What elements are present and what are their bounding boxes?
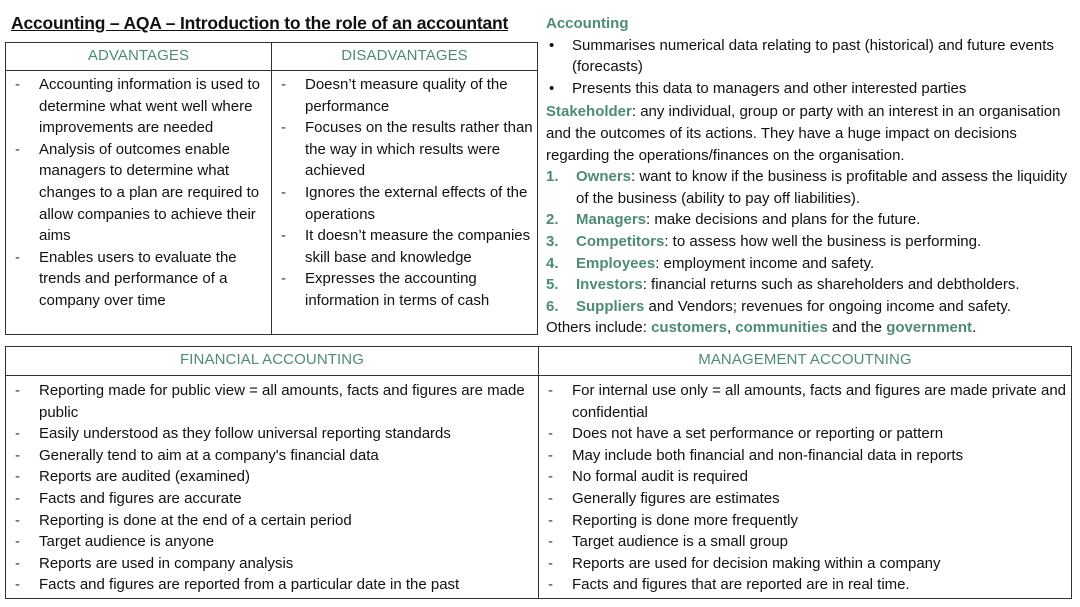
disadvantages-cell — [272, 71, 538, 335]
list-item: - Ignores the external effects of the operations — [272, 182, 533, 225]
stakeholder-desc: and Vendors; revenues for ongoing income and safety. — [644, 297, 1011, 315]
stakeholder-desc: : want to know if the business is profitable and assess the liquidity of the business (ability to pay off liabilities). — [576, 168, 1068, 207]
accounting-stakeholder-panel — [546, 13, 1076, 339]
list-number: 3. — [546, 232, 559, 250]
list-item: - Focuses on the results rather than the way in which results were achieved — [272, 117, 533, 182]
list-item: - Reporting is done at the end of a certain period — [6, 510, 534, 532]
stakeholder-name: Investors — [576, 276, 643, 294]
list-number: 5. — [546, 276, 559, 294]
other-stakeholders — [546, 317, 1076, 339]
advantages-disadvantages-table — [5, 42, 538, 335]
page-title: Accounting – AQA – Introduction to the role of an accountant — [11, 13, 509, 33]
others-government: government — [886, 319, 973, 337]
list-item: - Analysis of outcomes enable managers to determine what changes to a plan are required to allow companies to achieve their aims — [6, 139, 267, 247]
management-list — [539, 380, 1067, 596]
financial-management-table — [5, 346, 1072, 599]
stakeholder-desc: : to assess how well the business is performing. — [664, 232, 982, 250]
stakeholder-name: Competitors — [576, 232, 665, 250]
list-item: - Target audience is anyone — [6, 531, 534, 553]
list-item: - Facts and figures that are reported are in real time. — [539, 574, 1067, 596]
list-item: - Doesn’t measure quality of the performance — [272, 74, 533, 117]
financial-accounting-header: FINANCIAL ACCOUNTING — [6, 347, 539, 376]
list-item — [546, 166, 1076, 209]
stakeholder-desc: : make decisions and plans for the future. — [646, 211, 921, 229]
stakeholder-definition — [546, 101, 1076, 166]
stakeholder-name: Owners — [576, 168, 632, 186]
list-item: - Reporting is done more frequently — [539, 510, 1067, 532]
list-number: 2. — [546, 211, 559, 229]
list-item: - Facts and figures are reported from a particular date in the past — [6, 574, 534, 596]
stakeholder-term: Stakeholder — [546, 103, 632, 121]
financial-list — [6, 380, 534, 596]
list-item: - No formal audit is required — [539, 466, 1067, 488]
list-item: - Target audience is a small group — [539, 531, 1067, 553]
stakeholder-desc: : financial returns such as shareholders and debtholders. — [642, 276, 1020, 294]
stakeholder-list — [546, 166, 1076, 317]
list-item — [546, 253, 1076, 275]
stakeholder-definition-text: : any individual, group or party with an interest in an organisation and the outcomes of its actions. They have a huge impact on decisions regarding the operations/finances on the organisation. — [546, 103, 1061, 164]
stakeholder-name: Employees — [576, 254, 656, 272]
others-customers: customers — [651, 319, 727, 337]
list-item: • Summarises numerical data relating to past (historical) and future events (forecasts) — [546, 35, 1076, 78]
list-number: 1. — [546, 168, 559, 186]
list-item: - Accounting information is used to determine what went well where improvements are needed — [6, 74, 267, 139]
advantages-list — [6, 74, 267, 312]
accounting-bullets — [546, 35, 1076, 100]
stakeholder-desc: : employment income and safety. — [655, 254, 875, 272]
disadvantages-header: DISADVANTAGES — [272, 43, 538, 71]
others-sep: , — [726, 319, 736, 337]
list-item: - Does not have a set performance or reporting or pattern — [539, 423, 1067, 445]
others-sep: and the — [827, 319, 887, 337]
stakeholder-name: Managers — [576, 211, 647, 229]
list-item: - Reports are used for decision making within a company — [539, 553, 1067, 575]
list-item — [546, 231, 1076, 253]
list-item: - Reports are audited (examined) — [6, 466, 534, 488]
list-item — [546, 296, 1076, 318]
list-item: - Reports are used in company analysis — [6, 553, 534, 575]
accounting-heading: Accounting — [546, 15, 629, 32]
others-prefix: Others include: — [546, 319, 652, 337]
list-item: - Reporting made for public view = all amounts, facts and figures are made public — [6, 380, 534, 423]
list-item: - Generally tend to aim at a company's financial data — [6, 445, 534, 467]
advantages-header: ADVANTAGES — [6, 43, 272, 71]
list-number: 4. — [546, 254, 559, 272]
advantages-cell — [6, 71, 272, 335]
financial-cell — [6, 376, 539, 599]
list-item: - May include both financial and non-financial data in reports — [539, 445, 1067, 467]
disadvantages-list — [272, 74, 533, 312]
list-item: • Presents this data to managers and other interested parties — [546, 78, 1076, 100]
others-end: . — [972, 319, 977, 337]
list-item — [546, 209, 1076, 231]
stakeholder-name: Suppliers — [576, 297, 645, 315]
management-cell — [539, 376, 1072, 599]
list-item — [546, 274, 1076, 296]
list-number: 6. — [546, 297, 559, 315]
list-item: - Generally figures are estimates — [539, 488, 1067, 510]
list-item: - Easily understood as they follow universal reporting standards — [6, 423, 534, 445]
list-item: - For internal use only = all amounts, facts and figures are made private and confidential — [539, 380, 1067, 423]
list-item: - Facts and figures are accurate — [6, 488, 534, 510]
list-item: - Expresses the accounting information in terms of cash — [272, 268, 533, 311]
management-accounting-header: MANAGEMENT ACCOUTNING — [539, 347, 1072, 376]
list-item: - Enables users to evaluate the trends and performance of a company over time — [6, 247, 267, 312]
list-item: - It doesn’t measure the companies skill base and knowledge — [272, 225, 533, 268]
others-communities: communities — [735, 319, 828, 337]
